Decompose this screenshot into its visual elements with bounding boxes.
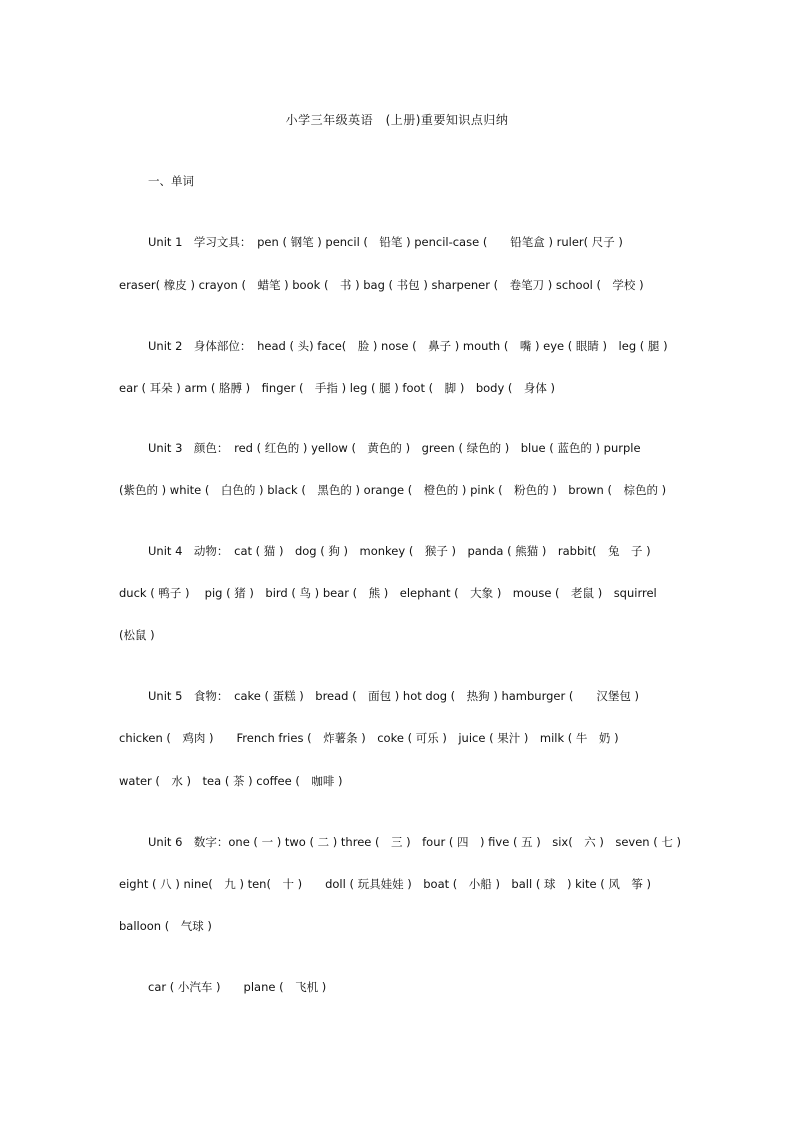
text-line-unit4-cont2: (松鼠 ) (119, 628, 155, 642)
text-line-unit6: Unit 6 数字：one ( 一 ) two ( 二 ) three ( 三 ) four ( 四 ) five ( 五 ) six( 六 ) seven ( 七 ) (148, 835, 682, 849)
text-line-unit5: Unit 5 食物： cake ( 蛋糕 ) bread ( 面包 ) hot dog ( 热狗 ) hamburger ( 汉堡包 ) (148, 689, 640, 703)
document-title: 小学三年级英语 (上册)重要知识点归纳 (285, 113, 509, 127)
text-line-unit6-cont: eight ( 八 ) nine( 九 ) ten( 十 ) doll ( 玩具娃娃 ) boat ( 小船 ) ball ( 球 ) kite ( 风 筝 ) (119, 877, 651, 891)
text-line-unit6-cont2: balloon ( 气球 ) (119, 919, 212, 933)
text-line-unit5-cont2: water ( 水 ) tea ( 茶 ) coffee ( 咖啡 ) (119, 774, 343, 788)
text-line-unit4: Unit 4 动物： cat ( 猫 ) dog ( 狗 ) monkey ( 猴子 ) panda ( 熊猫 ) rabbit( 兔 子 ) (148, 544, 651, 558)
text-line-vehicles: car ( 小汽车 ) plane ( 飞机 ) (148, 980, 327, 994)
text-line-unit1: Unit 1 学习文具： pen ( 钢笔 ) pencil ( 铅笔 ) pencil-case ( 铅笔盒 ) ruler( 尺子 ) (148, 235, 623, 249)
text-line-unit4-cont: duck ( 鸭子 ) pig ( 猪 ) bird ( 鸟 ) bear ( 熊 ) elephant ( 大象 ) mouse ( 老鼠 ) squirrel (119, 586, 657, 600)
text-line-unit3-cont: (紫色的 ) white ( 白色的 ) black ( 黑色的 ) orange ( 橙色的 ) pink ( 粉色的 ) brown ( 棕色的 ) (119, 483, 667, 497)
text-line-unit2-cont: ear ( 耳朵 ) arm ( 胳膊 ) finger ( 手指 ) leg ( 腿 ) foot ( 脚 ) body ( 身体 ) (119, 381, 556, 395)
text-line-unit2: Unit 2 身体部位： head ( 头) face( 脸 ) nose ( 鼻子 ) mouth ( 嘴 ) eye ( 眼睛 ) leg ( 腿 ) (148, 339, 668, 353)
section-heading: 一、单词 (148, 174, 194, 188)
text-line-unit3: Unit 3 颜色： red ( 红色的 ) yellow ( 黄色的 ) green ( 绿色的 ) blue ( 蓝色的 ) purple (148, 441, 641, 455)
text-line-unit1-cont: eraser( 橡皮 ) crayon ( 蜡笔 ) book ( 书 ) bag ( 书包 ) sharpener ( 卷笔刀 ) school ( 学校 ) (119, 278, 644, 292)
text-line-unit5-cont: chicken ( 鸡肉 ) French fries ( 炸薯条 ) coke ( 可乐 ) juice ( 果汁 ) milk ( 牛 奶 ) (119, 731, 619, 745)
